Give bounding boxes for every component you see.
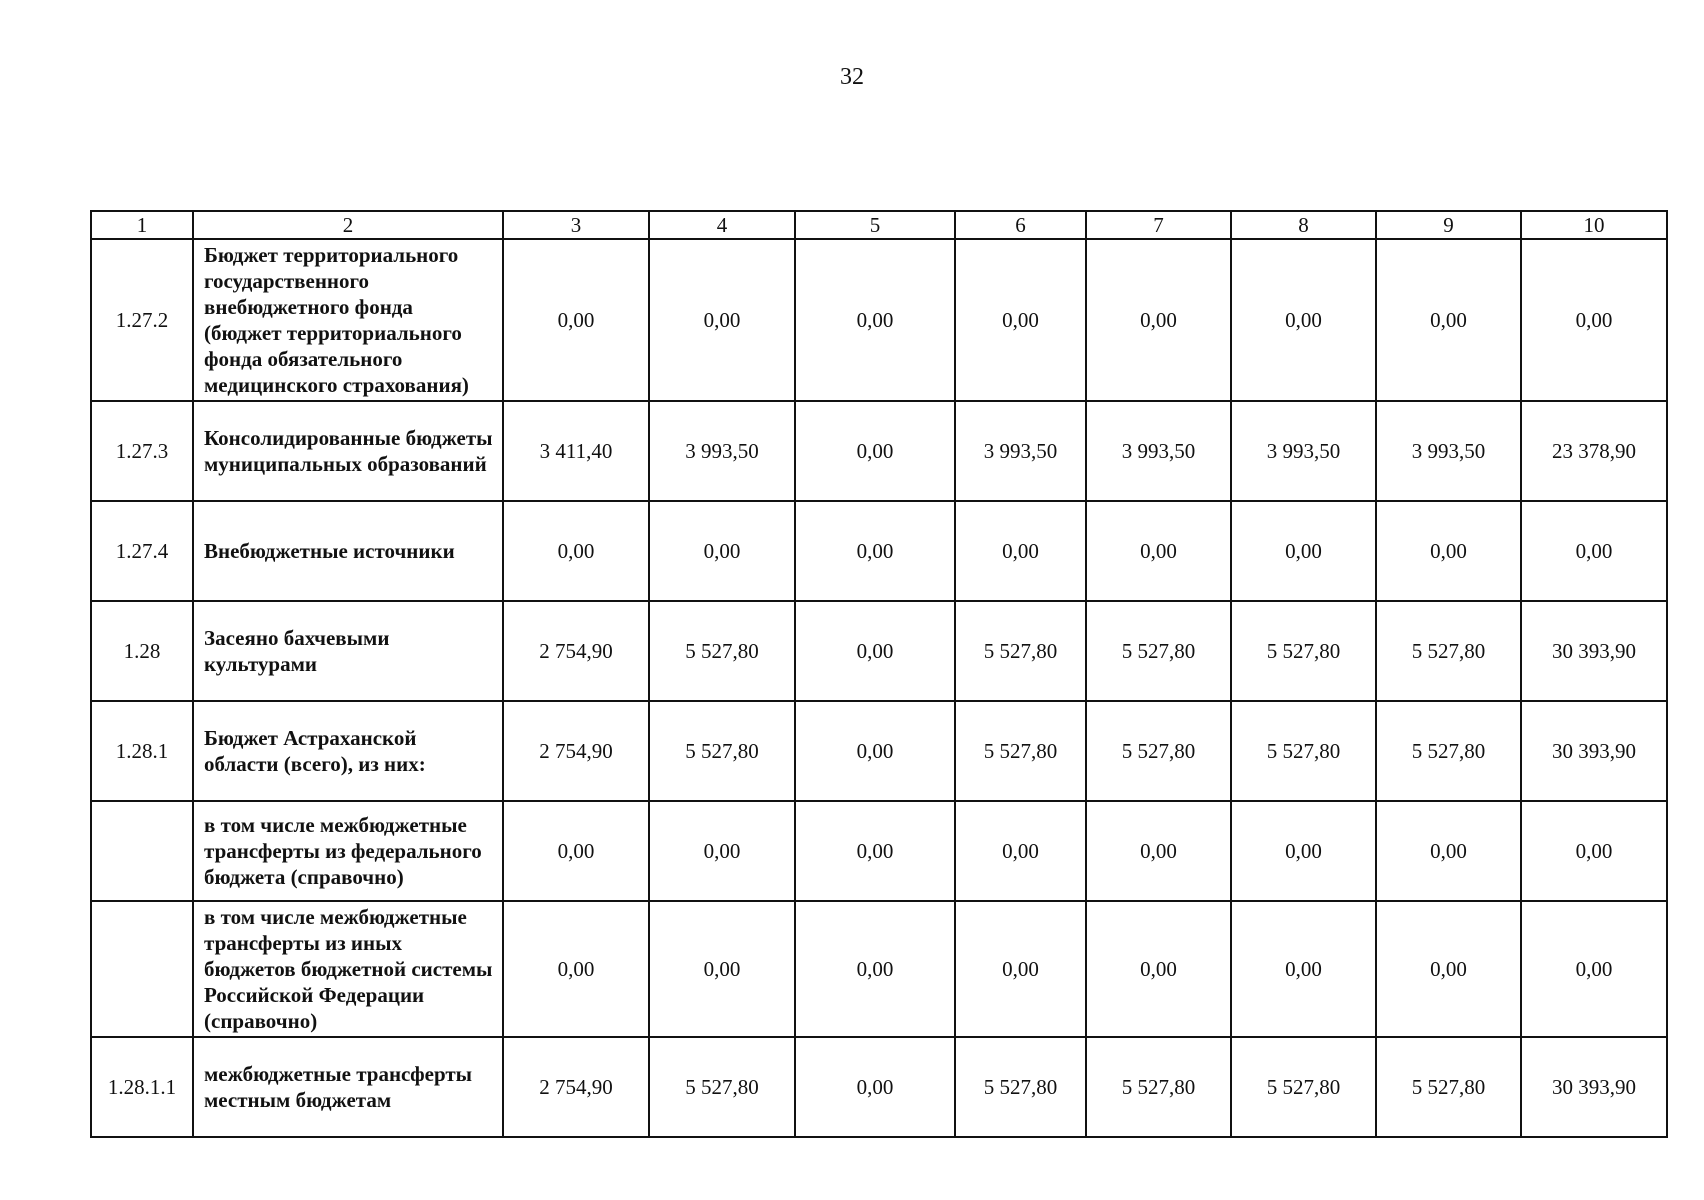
value-cell: 0,00: [795, 901, 955, 1037]
row-description: в том числе межбюджетные трансферты из иных бюджетов бюджетной системы Российской Федерации (справочно): [193, 901, 503, 1037]
value-cell: 5 527,80: [1376, 601, 1521, 701]
header-cell: 6: [955, 211, 1086, 239]
value-cell: 0,00: [795, 239, 955, 401]
value-cell: 5 527,80: [1231, 701, 1376, 801]
value-cell: 2 754,90: [503, 1037, 649, 1137]
row-code: 1.28.1.1: [91, 1037, 193, 1137]
value-cell: 3 993,50: [1086, 401, 1231, 501]
value-cell: 0,00: [1086, 801, 1231, 901]
value-cell: 3 993,50: [955, 401, 1086, 501]
value-cell: 5 527,80: [1376, 1037, 1521, 1137]
value-cell: 0,00: [1231, 239, 1376, 401]
value-cell: 2 754,90: [503, 701, 649, 801]
header-cell: 5: [795, 211, 955, 239]
value-cell: 0,00: [1376, 901, 1521, 1037]
value-cell: 0,00: [503, 501, 649, 601]
table-row: [91, 601, 1667, 701]
value-cell: 0,00: [1376, 239, 1521, 401]
budget-table: [90, 210, 1668, 1138]
value-cell: 5 527,80: [1376, 701, 1521, 801]
value-cell: 0,00: [1231, 901, 1376, 1037]
value-cell: 0,00: [1521, 801, 1667, 901]
value-cell: 5 527,80: [649, 701, 795, 801]
table-row: [91, 239, 1667, 401]
value-cell: 0,00: [649, 801, 795, 901]
row-description: Консолидированные бюджеты муниципальных образований: [193, 401, 503, 501]
value-cell: 5 527,80: [955, 601, 1086, 701]
value-cell: 0,00: [1376, 801, 1521, 901]
header-cell: 10: [1521, 211, 1667, 239]
value-cell: 5 527,80: [1086, 701, 1231, 801]
value-cell: 0,00: [1521, 239, 1667, 401]
value-cell: 5 527,80: [955, 701, 1086, 801]
value-cell: 0,00: [1376, 501, 1521, 601]
header-cell: 4: [649, 211, 795, 239]
value-cell: 0,00: [795, 801, 955, 901]
table-row: [91, 1037, 1667, 1137]
value-cell: 23 378,90: [1521, 401, 1667, 501]
value-cell: 0,00: [1521, 501, 1667, 601]
table-row: [91, 701, 1667, 801]
row-code: 1.27.3: [91, 401, 193, 501]
row-code: [91, 901, 193, 1037]
value-cell: 30 393,90: [1521, 701, 1667, 801]
value-cell: 0,00: [955, 901, 1086, 1037]
value-cell: 0,00: [955, 239, 1086, 401]
value-cell: 5 527,80: [649, 601, 795, 701]
value-cell: 0,00: [955, 801, 1086, 901]
row-description: Засеяно бахчевыми культурами: [193, 601, 503, 701]
table-row: [91, 501, 1667, 601]
value-cell: 5 527,80: [1086, 601, 1231, 701]
header-cell: 7: [1086, 211, 1231, 239]
row-description: межбюджетные трансферты местным бюджетам: [193, 1037, 503, 1137]
row-description: Внебюджетные источники: [193, 501, 503, 601]
value-cell: 5 527,80: [1086, 1037, 1231, 1137]
page-number: 32: [840, 64, 864, 90]
header-cell: 9: [1376, 211, 1521, 239]
value-cell: 3 993,50: [1376, 401, 1521, 501]
header-cell: 2: [193, 211, 503, 239]
row-code: 1.27.2: [91, 239, 193, 401]
value-cell: 0,00: [649, 239, 795, 401]
value-cell: 3 993,50: [1231, 401, 1376, 501]
value-cell: 0,00: [795, 1037, 955, 1137]
header-cell: 3: [503, 211, 649, 239]
header-cell: 1: [91, 211, 193, 239]
row-code: 1.27.4: [91, 501, 193, 601]
value-cell: 0,00: [795, 701, 955, 801]
value-cell: 0,00: [1521, 901, 1667, 1037]
value-cell: 5 527,80: [1231, 1037, 1376, 1137]
table-row: [91, 401, 1667, 501]
value-cell: 3 993,50: [649, 401, 795, 501]
value-cell: 0,00: [795, 601, 955, 701]
value-cell: 0,00: [649, 901, 795, 1037]
row-description: Бюджет территориального государственного внебюджетного фонда (бюджет территориального фонда обязательного медицинского страхования): [193, 239, 503, 401]
value-cell: 30 393,90: [1521, 1037, 1667, 1137]
table-row: [91, 801, 1667, 901]
table-row: [91, 901, 1667, 1037]
row-description: Бюджет Астраханской области (всего), из них:: [193, 701, 503, 801]
header-row: [91, 211, 1667, 239]
value-cell: 30 393,90: [1521, 601, 1667, 701]
row-code: [91, 801, 193, 901]
value-cell: 5 527,80: [1231, 601, 1376, 701]
value-cell: 0,00: [1231, 801, 1376, 901]
value-cell: 0,00: [1086, 239, 1231, 401]
value-cell: 0,00: [1086, 501, 1231, 601]
value-cell: 0,00: [503, 239, 649, 401]
value-cell: 0,00: [503, 901, 649, 1037]
value-cell: 0,00: [955, 501, 1086, 601]
value-cell: 5 527,80: [649, 1037, 795, 1137]
value-cell: 0,00: [1231, 501, 1376, 601]
value-cell: 5 527,80: [955, 1037, 1086, 1137]
row-description: в том числе межбюджетные трансферты из федерального бюджета (справочно): [193, 801, 503, 901]
row-code: 1.28.1: [91, 701, 193, 801]
value-cell: 0,00: [795, 501, 955, 601]
value-cell: 3 411,40: [503, 401, 649, 501]
value-cell: 2 754,90: [503, 601, 649, 701]
value-cell: 0,00: [1086, 901, 1231, 1037]
value-cell: 0,00: [795, 401, 955, 501]
value-cell: 0,00: [503, 801, 649, 901]
value-cell: 0,00: [649, 501, 795, 601]
row-code: 1.28: [91, 601, 193, 701]
header-cell: 8: [1231, 211, 1376, 239]
